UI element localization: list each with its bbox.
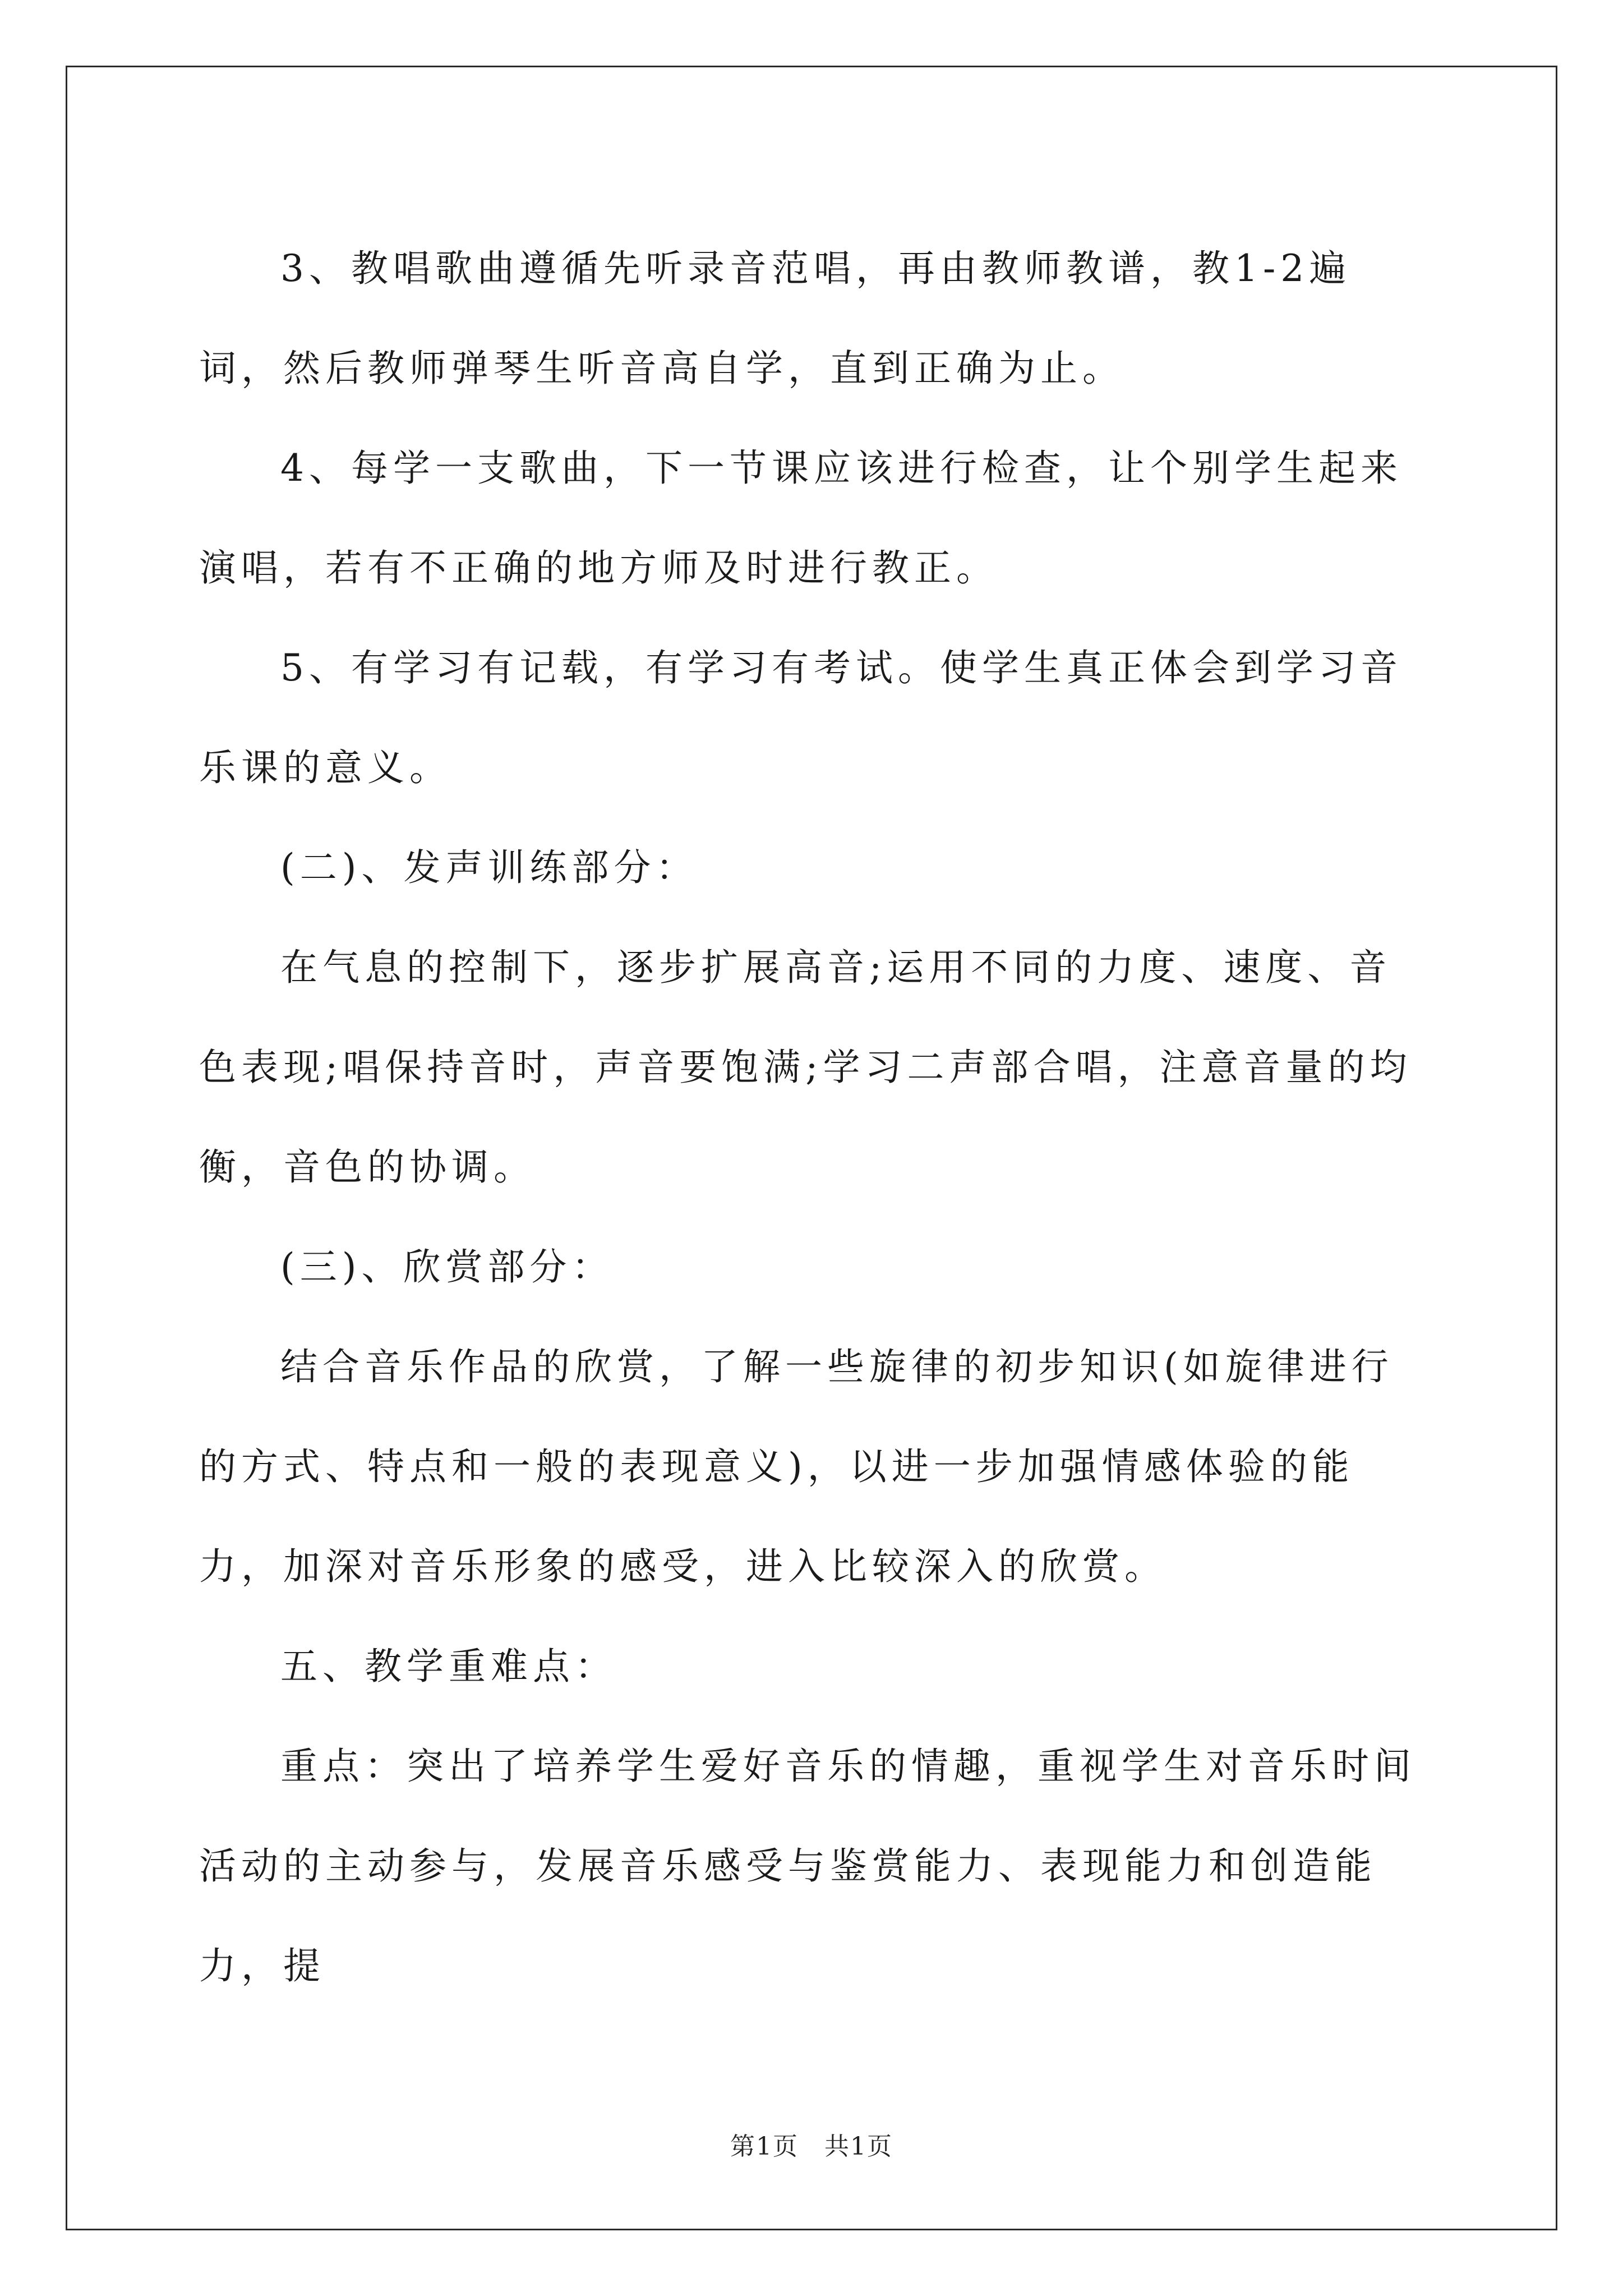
document-body <box>199 219 1422 2016</box>
paragraph-key-points: 重点：突出了培养学生爱好音乐的情趣，重视学生对音乐时间活动的主动参与，发展音乐感受与鉴赏能力、表现能力和创造能力，提 <box>199 1745 1416 1987</box>
paragraph-singing-method: 3、教唱歌曲遵循先听录音范唱，再由教师教谱，教1-2遍词，然后教师弹琴生听音高自学，直到正确为止。 <box>199 247 1352 390</box>
paragraph-records-exams: 5、有学习有记载，有学习有考试。使学生真正体会到学习音乐课的意义。 <box>199 646 1403 789</box>
page-number-footer: 第1页 共1页 <box>730 2132 893 2161</box>
paragraph-vocal-training: 在气息的控制下，逐步扩展高音;运用不同的力度、速度、音色表现;唱保持音时，声音要饱满;学习二声部合唱，注意音量的均衡，音色的协调。 <box>199 946 1412 1189</box>
heading-key-points: 五、教学重难点： <box>280 1645 617 1688</box>
paragraph-song-check: 4、每学一支歌曲，下一节课应该进行检查，让个别学生起来演唱，若有不正确的地方师及时进行教正。 <box>199 447 1403 590</box>
heading-appreciation: (三)、欣赏部分： <box>280 1245 614 1289</box>
paragraph-appreciation: 结合音乐作品的欣赏，了解一些旋律的初步知识(如旋律进行的方式、特点和一般的表现意义)，以进一步加强情感体验的能力，加深对音乐形象的感受，进入比较深入的欣赏。 <box>199 1345 1394 1588</box>
heading-vocal-training: (二)、发声训练部分： <box>280 846 698 889</box>
